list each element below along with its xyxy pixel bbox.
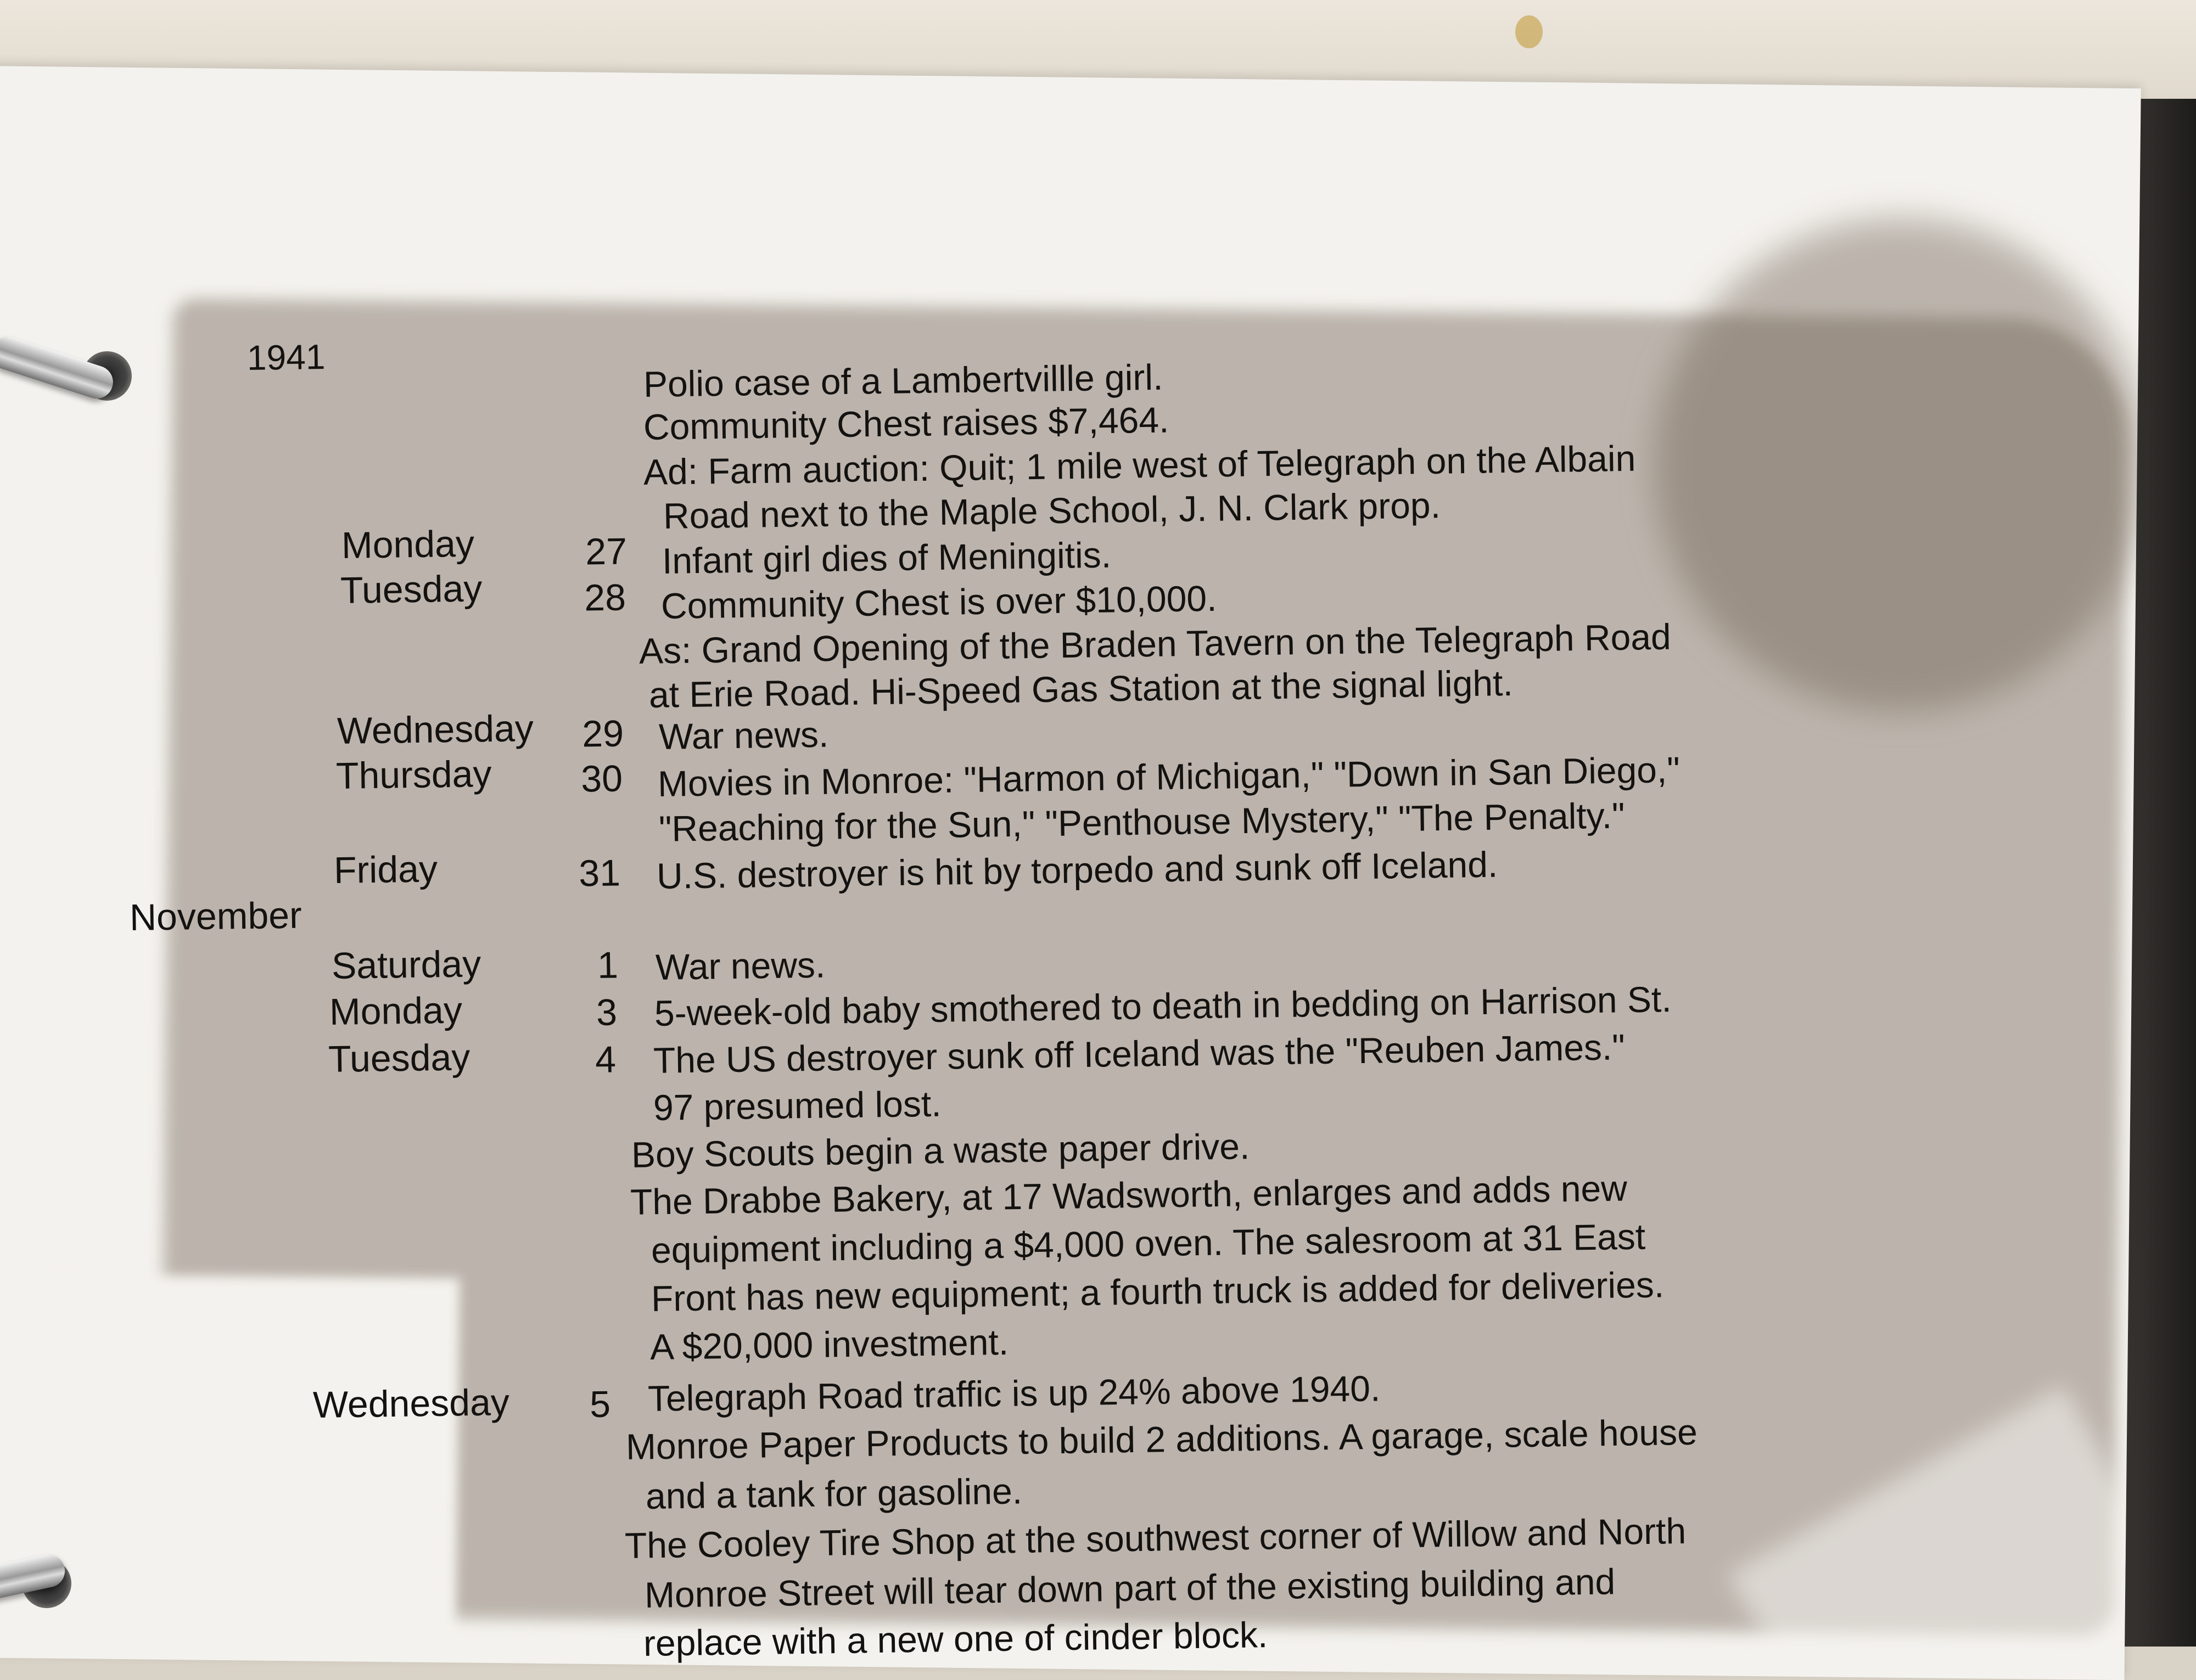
entry-text: 97 presumed lost. (653, 1083, 942, 1128)
entry-text: Boy Scouts begin a waste paper drive. (631, 1126, 1250, 1175)
weekday-label: Tuesday (340, 568, 483, 611)
entry-text: replace with a new one of cinder block. (643, 1614, 1268, 1664)
entry-text: Infant girl dies of Meningitis. (662, 534, 1112, 581)
weekday-label: Tuesday (328, 1036, 470, 1080)
entry-text: Community Chest is over $10,000. (660, 577, 1217, 626)
entry-text: War news. (655, 944, 826, 987)
entry-text: The Drabbe Bakery, at 17 Wadsworth, enlarges and adds new (630, 1167, 1628, 1222)
entry-text: 5-week-old baby smothered to death in bedding on Harrison St. (654, 979, 1672, 1033)
entry-text: Polio case of a Lambertvillle girl. (643, 356, 1163, 404)
entry-text: Monroe Street will tear down part of the existing building and (644, 1561, 1616, 1615)
entry-text: Telegraph Road traffic is up 24% above 1940. (647, 1368, 1381, 1419)
entry-text: As: Grand Opening of the Braden Tavern on the Telegraph Road (638, 616, 1672, 671)
day-number: 1 (597, 944, 619, 986)
day-number: 4 (595, 1038, 617, 1081)
day-number: 30 (580, 757, 623, 800)
entry-text: Community Chest raises $7,464. (643, 399, 1169, 447)
day-number: 3 (596, 991, 618, 1033)
entry-text: War news. (658, 713, 829, 757)
entry-text: U.S. destroyer is hit by torpedo and sunk off Iceland. (656, 844, 1498, 896)
entry-text: at Erie Road. Hi-Speed Gas Station at the signal light. (648, 662, 1514, 715)
weekday-label: Monday (341, 522, 475, 566)
month-heading: November (129, 894, 302, 939)
entry-text: Front has new equipment; a fourth truck is added for deliveries. (651, 1264, 1665, 1319)
day-number: 5 (589, 1383, 611, 1425)
weekday-label: Thursday (335, 753, 492, 797)
entry-text: Movies in Monroe: "Harmon of Michigan," "Down in San Diego," (657, 749, 1680, 804)
weekday-label: Friday (333, 848, 438, 891)
entry-text: The US destroyer sunk off Iceland was the "Reuben James." (653, 1026, 1626, 1081)
entry-text: equipment including a $4,000 oven. The salesroom at 31 East (651, 1216, 1646, 1271)
day-number: 27 (585, 530, 628, 573)
day-number: 29 (581, 712, 624, 755)
entry-text: Road next to the Maple School, J. N. Clark prop. (663, 485, 1441, 536)
entry-text: "Reaching for the Sun," "Penthouse Mystery," "The Penalty." (658, 795, 1626, 849)
entry-text: Ad: Farm auction: Quit; 1 mile west of Telegraph on the Albain (643, 437, 1636, 492)
entry-text: and a tank for gasoline. (645, 1470, 1023, 1516)
weekday-label: Wednesday (312, 1381, 510, 1426)
day-number: 28 (584, 576, 626, 619)
weekday-label: Wednesday (337, 707, 534, 752)
entry-text: A $20,000 investment. (649, 1321, 1009, 1367)
day-number: 31 (578, 852, 621, 895)
entry-text: The Cooley Tire Shop at the southwest corner of Willow and North (624, 1510, 1687, 1566)
year-heading: 1941 (247, 337, 326, 378)
entry-text: Monroe Paper Products to build 2 additions. A garage, scale house (625, 1411, 1698, 1467)
weekday-label: Saturday (331, 943, 481, 987)
weekday-label: Monday (329, 989, 463, 1033)
